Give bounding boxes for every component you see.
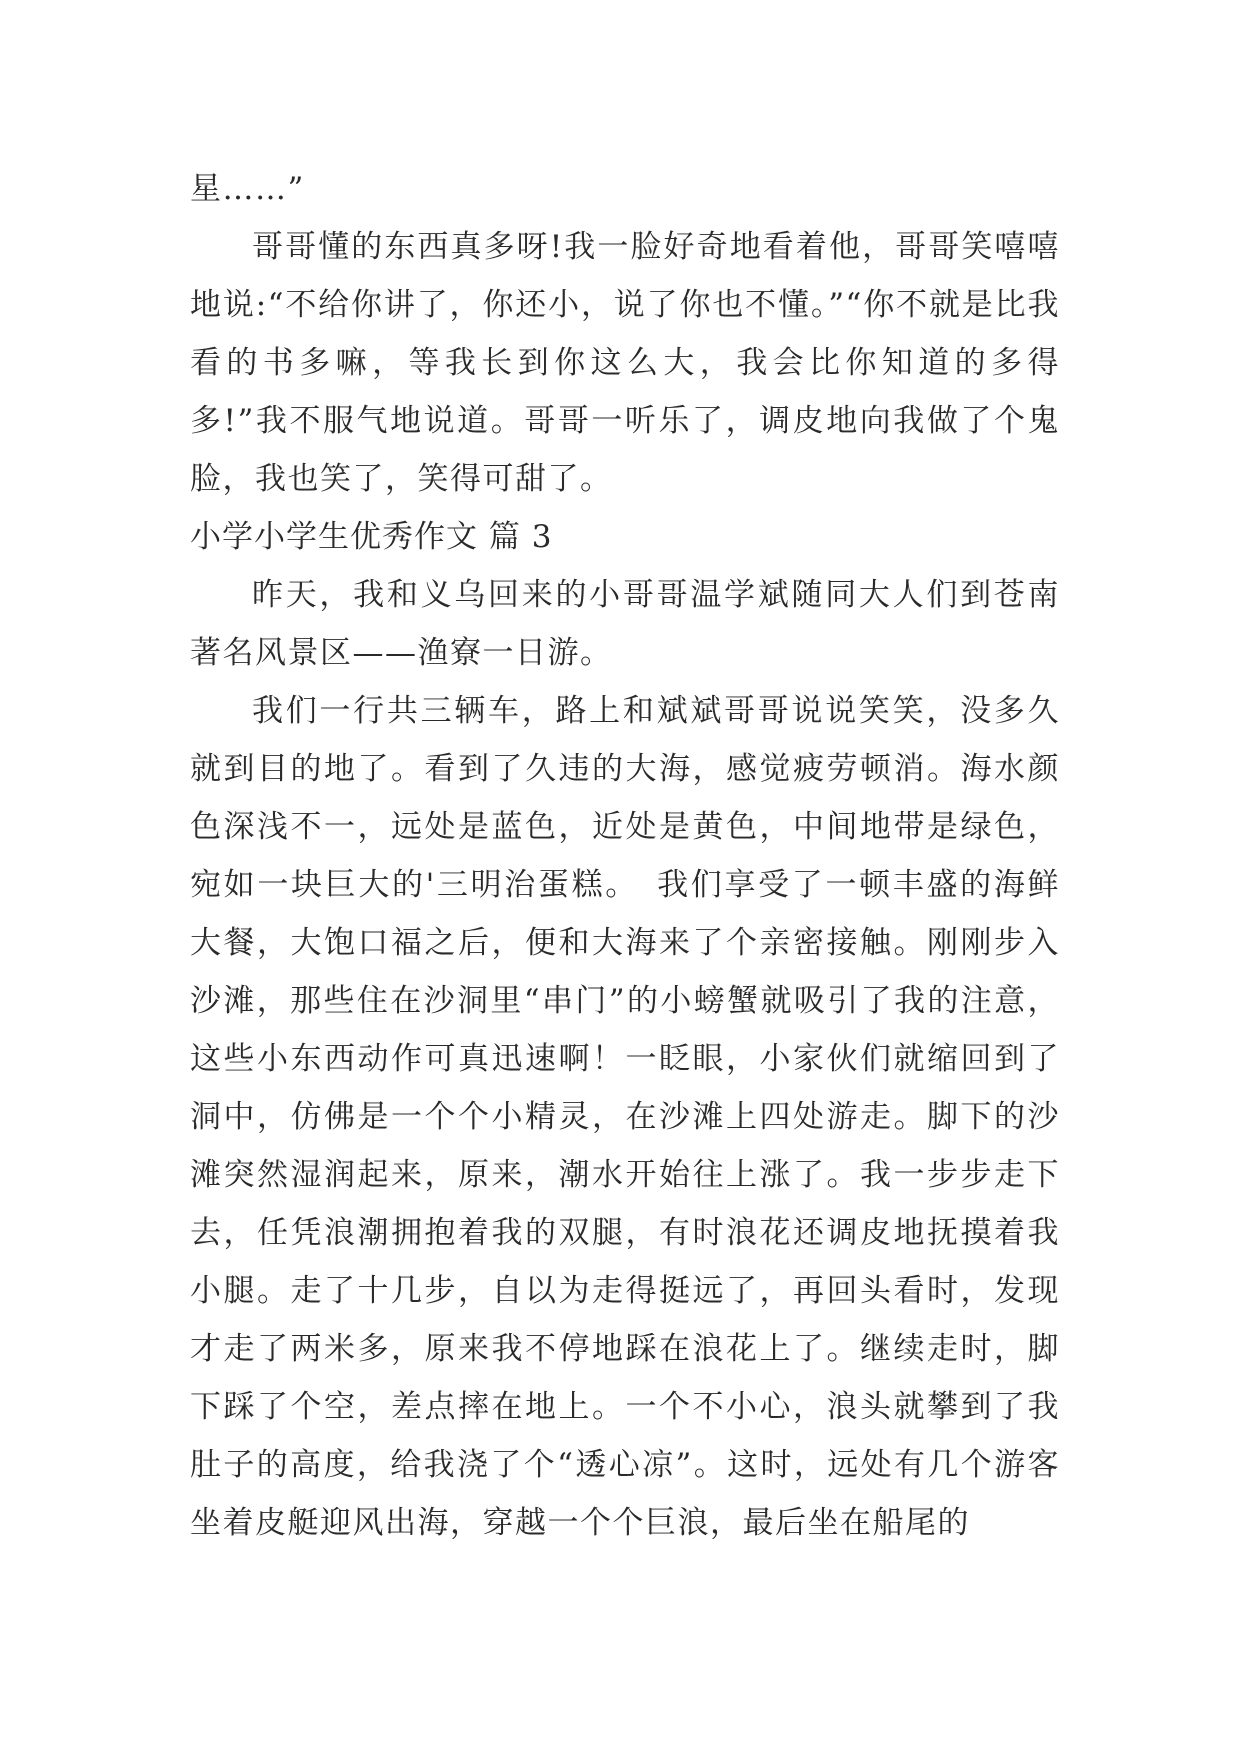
paragraph-continuation: 星……” xyxy=(190,171,305,207)
paragraph-trip-intro: 昨天，我和义乌回来的小哥哥温学斌随同大人们到苍南著名风景区——渔寮一日游。 xyxy=(190,577,1060,671)
essay-body xyxy=(190,160,1060,1552)
paragraph-brother: 哥哥懂的东西真多呀!我一脸好奇地看着他，哥哥笑嘻嘻地说:“不给你讲了，你还小，说了你也不懂。”“你不就是比我看的书多嘛，等我长到你这么大，我会比你知道的多得多!”我不服气地说道。哥哥一听乐了，调皮地向我做了个鬼脸，我也笑了，笑得可甜了。 xyxy=(190,229,1060,497)
paragraph-beach: 我们一行共三辆车，路上和斌斌哥哥说说笑笑，没多久就到目的地了。看到了久违的大海，感觉疲劳顿消。海水颜色深浅不一，远处是蓝色，近处是黄色，中间地带是绿色，宛如一块巨大的'三明治蛋糕。 我们享受了一顿丰盛的海鲜大餐，大饱口福之后，便和大海来了个亲密接触。刚刚步入沙滩，那些住在沙洞里“串门”的小螃蟹就吸引了我的注意，这些小东西动作可真迅速啊！一眨眼，小家伙们就缩回到了洞中，仿佛是一个个小精灵，在沙滩上四处游走。脚下的沙滩突然湿润起来，原来，潮水开始往上涨了。我一步步走下去，任凭浪潮拥抱着我的双腿，有时浪花还调皮地抚摸着我小腿。走了十几步，自以为走得挺远了，再回头看时，发现才走了两米多，原来我不停地踩在浪花上了。继续走时，脚下踩了个空，差点摔在地上。一个不小心，浪头就攀到了我肚子的高度，给我浇了个“透心凉”。这时，远处有几个游客坐着皮艇迎风出海，穿越一个个巨浪，最后坐在船尾的 xyxy=(190,693,1060,1541)
essay-heading: 小学小学生优秀作文 篇 3 xyxy=(190,519,553,555)
